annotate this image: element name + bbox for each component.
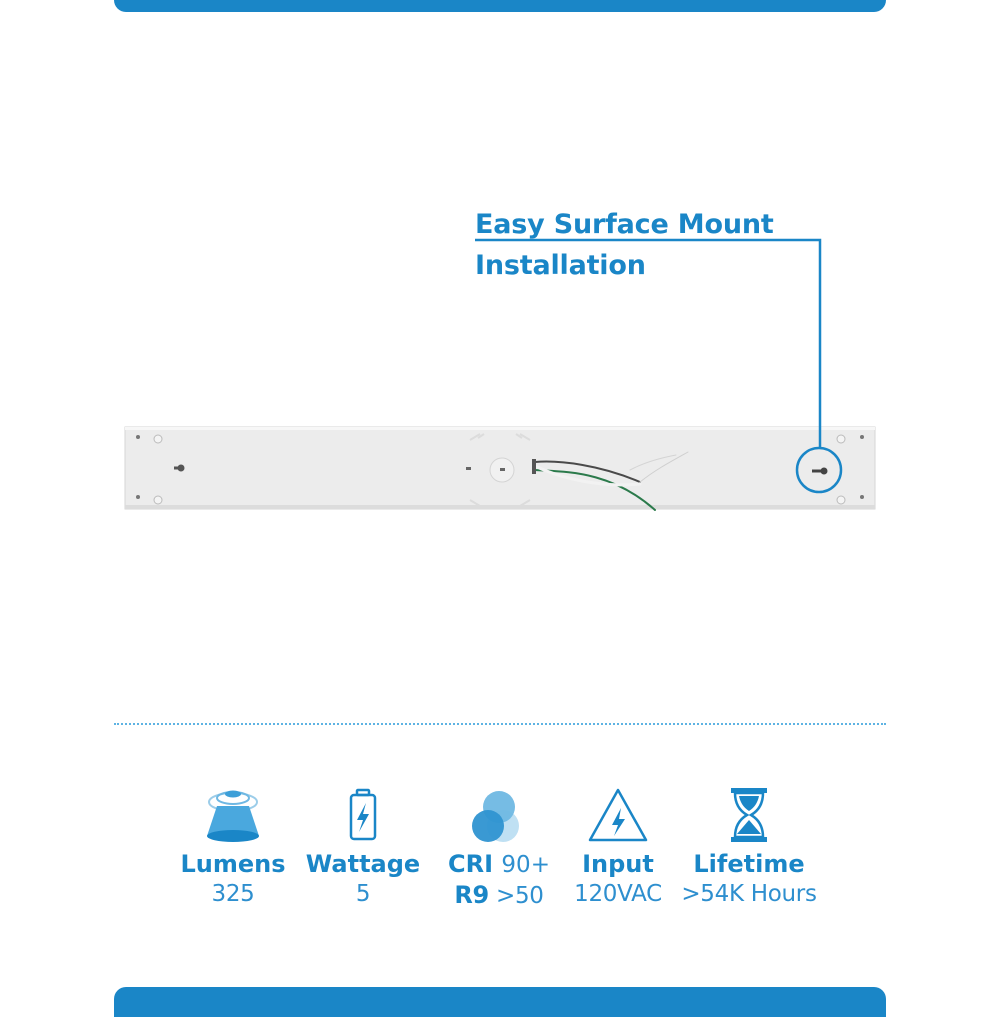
lumens-label: Lumens: [180, 850, 286, 878]
input-label: Input: [582, 850, 654, 878]
callout-line-2: Installation: [475, 250, 646, 281]
screw-hole: [136, 435, 140, 439]
battery-bolt-icon: [333, 780, 393, 846]
cri-label: CRI: [448, 850, 494, 878]
r9-value: >50: [495, 883, 544, 909]
input-value: 120VAC: [574, 881, 662, 907]
spec-lifetime: [676, 780, 822, 909]
dotted-divider: [114, 723, 886, 725]
lifetime-value: >54K Hours: [681, 881, 817, 907]
lumens-value: 325: [211, 881, 255, 907]
callout-text: [475, 204, 774, 286]
color-circles-icon: [466, 780, 532, 846]
spec-lumens: [172, 780, 294, 909]
spec-wattage: [303, 780, 423, 909]
cri-line: [437, 849, 561, 880]
spec-row: [0, 780, 1000, 940]
bottom-accent-bar: [114, 987, 886, 1017]
wattage-value: 5: [355, 881, 371, 907]
lifetime-label: Lifetime: [693, 850, 805, 878]
callout-line-1: Easy Surface Mount: [475, 209, 774, 240]
spec-input: [566, 780, 670, 909]
cri-value: 90+: [501, 852, 550, 878]
r9-line: [437, 880, 561, 911]
hourglass-icon: [719, 780, 779, 846]
spec-cri: [437, 780, 561, 911]
light-beam-icon: [203, 780, 263, 846]
r9-label: R9: [454, 881, 489, 909]
warning-bolt-icon: [585, 780, 651, 846]
wattage-label: Wattage: [305, 850, 421, 878]
